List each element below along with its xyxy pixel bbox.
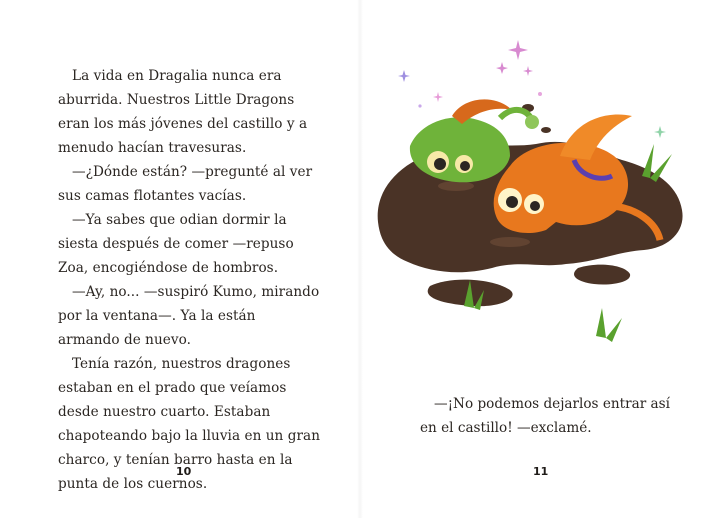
right-page-text (420, 392, 690, 440)
page-number-left: 10 (176, 465, 192, 478)
page-number-right: 11 (533, 465, 549, 478)
paragraph: —¡No podemos dejarlos entrar así en el castillo! —exclamé. (420, 396, 670, 436)
paragraph: Tenía razón, nuestros dragones estaban en el prado que veíamos desde nuestro cuarto. Estaban chapoteando bajo la lluvia en un gran charco, y tenían barro hasta en la punta de los cuernos. (58, 356, 320, 492)
right-page (360, 0, 720, 518)
paragraph: —¿Dónde están? —pregunté al ver sus camas flotantes vacías. (58, 164, 313, 204)
paragraph: —Ay, no... —suspiró Kumo, mirando por la ventana—. Ya la están armando de nuevo. (58, 284, 320, 348)
paragraph: —Ya sabes que odian dormir la siesta después de comer —repuso Zoa, encogiéndose de hombros. (58, 212, 294, 276)
paragraph: La vida en Dragalia nunca era aburrida. Nuestros Little Dragons eran los más jóvenes del castillo y a menudo hacían travesuras. (58, 68, 308, 156)
two-dragons-playing-in-mud-puddle-illustration (360, 36, 700, 356)
left-page-text (58, 64, 320, 496)
